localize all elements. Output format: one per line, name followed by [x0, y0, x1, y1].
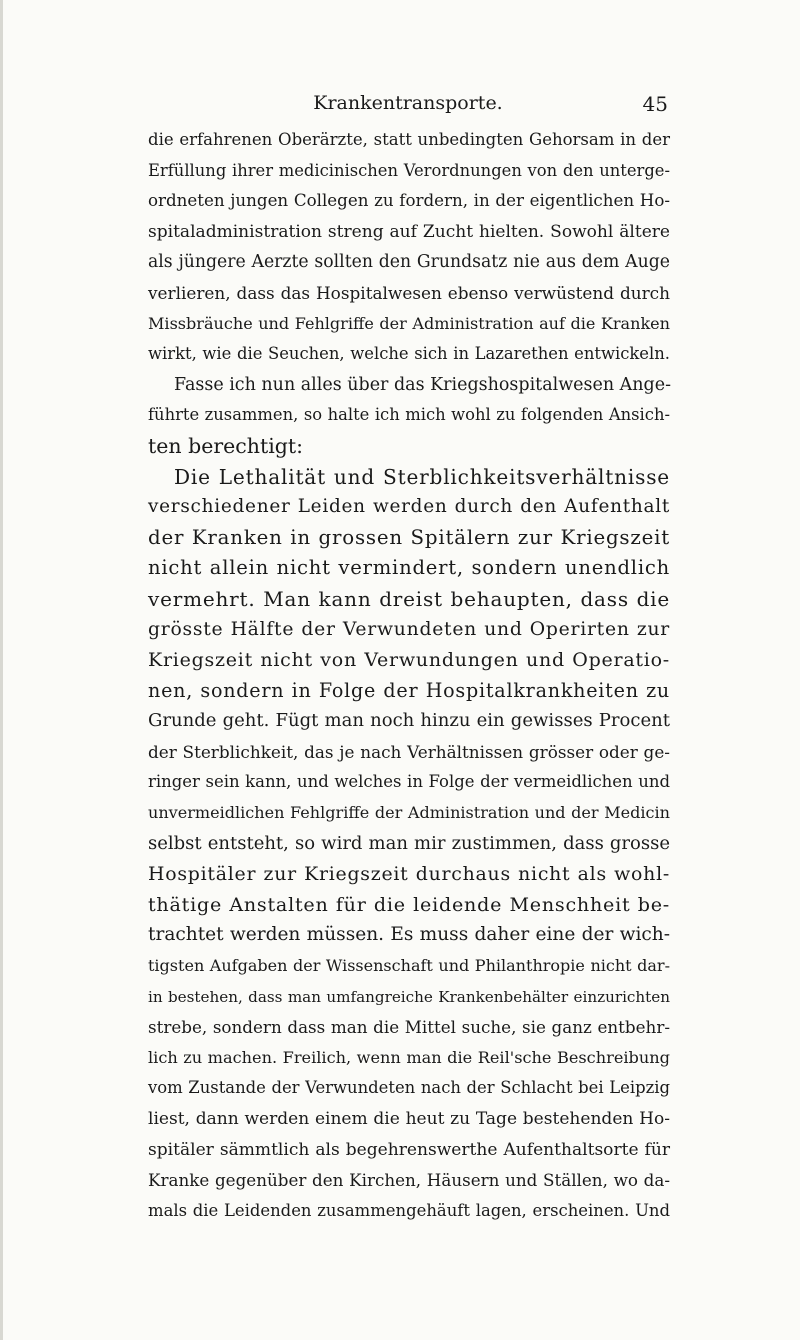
text-line: der Sterblichkeit, das je nach Verhältnissen grösser oder ge-: [148, 741, 670, 762]
text-line-emphasis: nicht allein nicht vermindert, sondern unendlich: [148, 556, 670, 580]
text-line: strebe, sondern dass man die Mittel suche, sie ganz entbehr-: [148, 1017, 670, 1038]
text-line: trachtet werden müssen. Es muss daher eine der wich-: [148, 924, 670, 946]
text-line: spitaladministration streng auf Zucht hielten. Sowohl ältere: [148, 221, 670, 242]
text-line: Fasse ich nun alles über das Kriegshospitalwesen Ange-: [174, 374, 672, 395]
text-line: Kranke gegenüber den Kirchen, Häusern und Ställen, wo da-: [148, 1170, 670, 1191]
text-line-emphasis: grösste Hälfte der Verwundeten und Operirten zur: [148, 618, 670, 640]
text-line: Grunde geht. Fügt man noch hinzu ein gewisses Procent: [148, 710, 670, 732]
text-line-emphasis: Die Lethalität und Sterblichkeitsverhältnisse: [174, 464, 670, 489]
page-header: [148, 92, 668, 122]
running-title: Krankentransporte.: [313, 92, 503, 114]
text-line: vom Zustande der Verwundeten nach der Schlacht bei Leipzig: [148, 1078, 670, 1098]
text-line-emphasis: Kriegszeit nicht von Verwundungen und Operatio-: [148, 649, 670, 672]
text-line: ringer sein kann, und welches in Folge der vermeidlichen und: [148, 772, 670, 792]
text-line: mals die Leidenden zusammengehäuft lagen, erscheinen. Und: [148, 1200, 670, 1220]
text-line: ten berechtigt:: [148, 433, 304, 458]
text-line: tigsten Aufgaben der Wissenschaft und Philanthropie nicht dar-: [148, 956, 670, 976]
body-text: [148, 125, 670, 1226]
text-line-emphasis: nen, sondern in Folge der Hospitalkrankheiten zu: [148, 678, 670, 702]
text-line: in bestehen, dass man umfangreiche Krankenbehälter einzurichten: [148, 987, 670, 1006]
text-line-emphasis: der Kranken in grossen Spitälern zur Kriegszeit: [148, 525, 670, 549]
text-line-emphasis: vermehrt. Man kann dreist behaupten, dass die: [148, 586, 670, 611]
text-line: spitäler sämmtlich als begehrenswerthe Aufenthaltsorte für: [148, 1139, 670, 1160]
text-line: verlieren, dass das Hospitalwesen ebenso verwüstend durch: [148, 282, 670, 303]
page-edge-shadow: [0, 0, 3, 1340]
text-line: unvermeidlichen Fehlgriffe der Administration und der Medicin: [148, 803, 670, 823]
text-line: als jüngere Aerzte sollten den Grundsatz nie aus dem Auge: [148, 252, 670, 273]
text-line: Missbräuche und Fehlgriffe der Administration auf die Kranken: [148, 313, 670, 333]
text-line-emphasis: thätige Anstalten für die leidende Menschheit be-: [148, 892, 670, 916]
page-number: 45: [642, 92, 668, 116]
text-line: führte zusammen, so halte ich mich wohl zu folgenden Ansich-: [148, 405, 670, 425]
text-line: die erfahrenen Oberärzte, statt unbedingten Gehorsam in der: [148, 130, 670, 149]
text-line: liest, dann werden einem die heut zu Tage bestehenden Ho-: [148, 1109, 670, 1129]
text-line: selbst entsteht, so wird man mir zustimmen, dass grosse: [148, 832, 670, 854]
text-line: Erfüllung ihrer medicinischen Verordnungen von den unterge-: [148, 160, 670, 180]
text-line: lich zu machen. Freilich, wenn man die Reil'sche Beschreibung: [148, 1047, 670, 1067]
text-line: wirkt, wie die Seuchen, welche sich in Lazarethen entwickeln.: [148, 344, 670, 364]
text-line-emphasis: Hospitäler zur Kriegszeit durchaus nicht als wohl-: [148, 863, 670, 886]
text-line-emphasis: verschiedener Leiden werden durch den Aufenthalt: [148, 496, 670, 518]
text-line: ordneten jungen Collegen zu fordern, in der eigentlichen Ho-: [148, 191, 670, 211]
